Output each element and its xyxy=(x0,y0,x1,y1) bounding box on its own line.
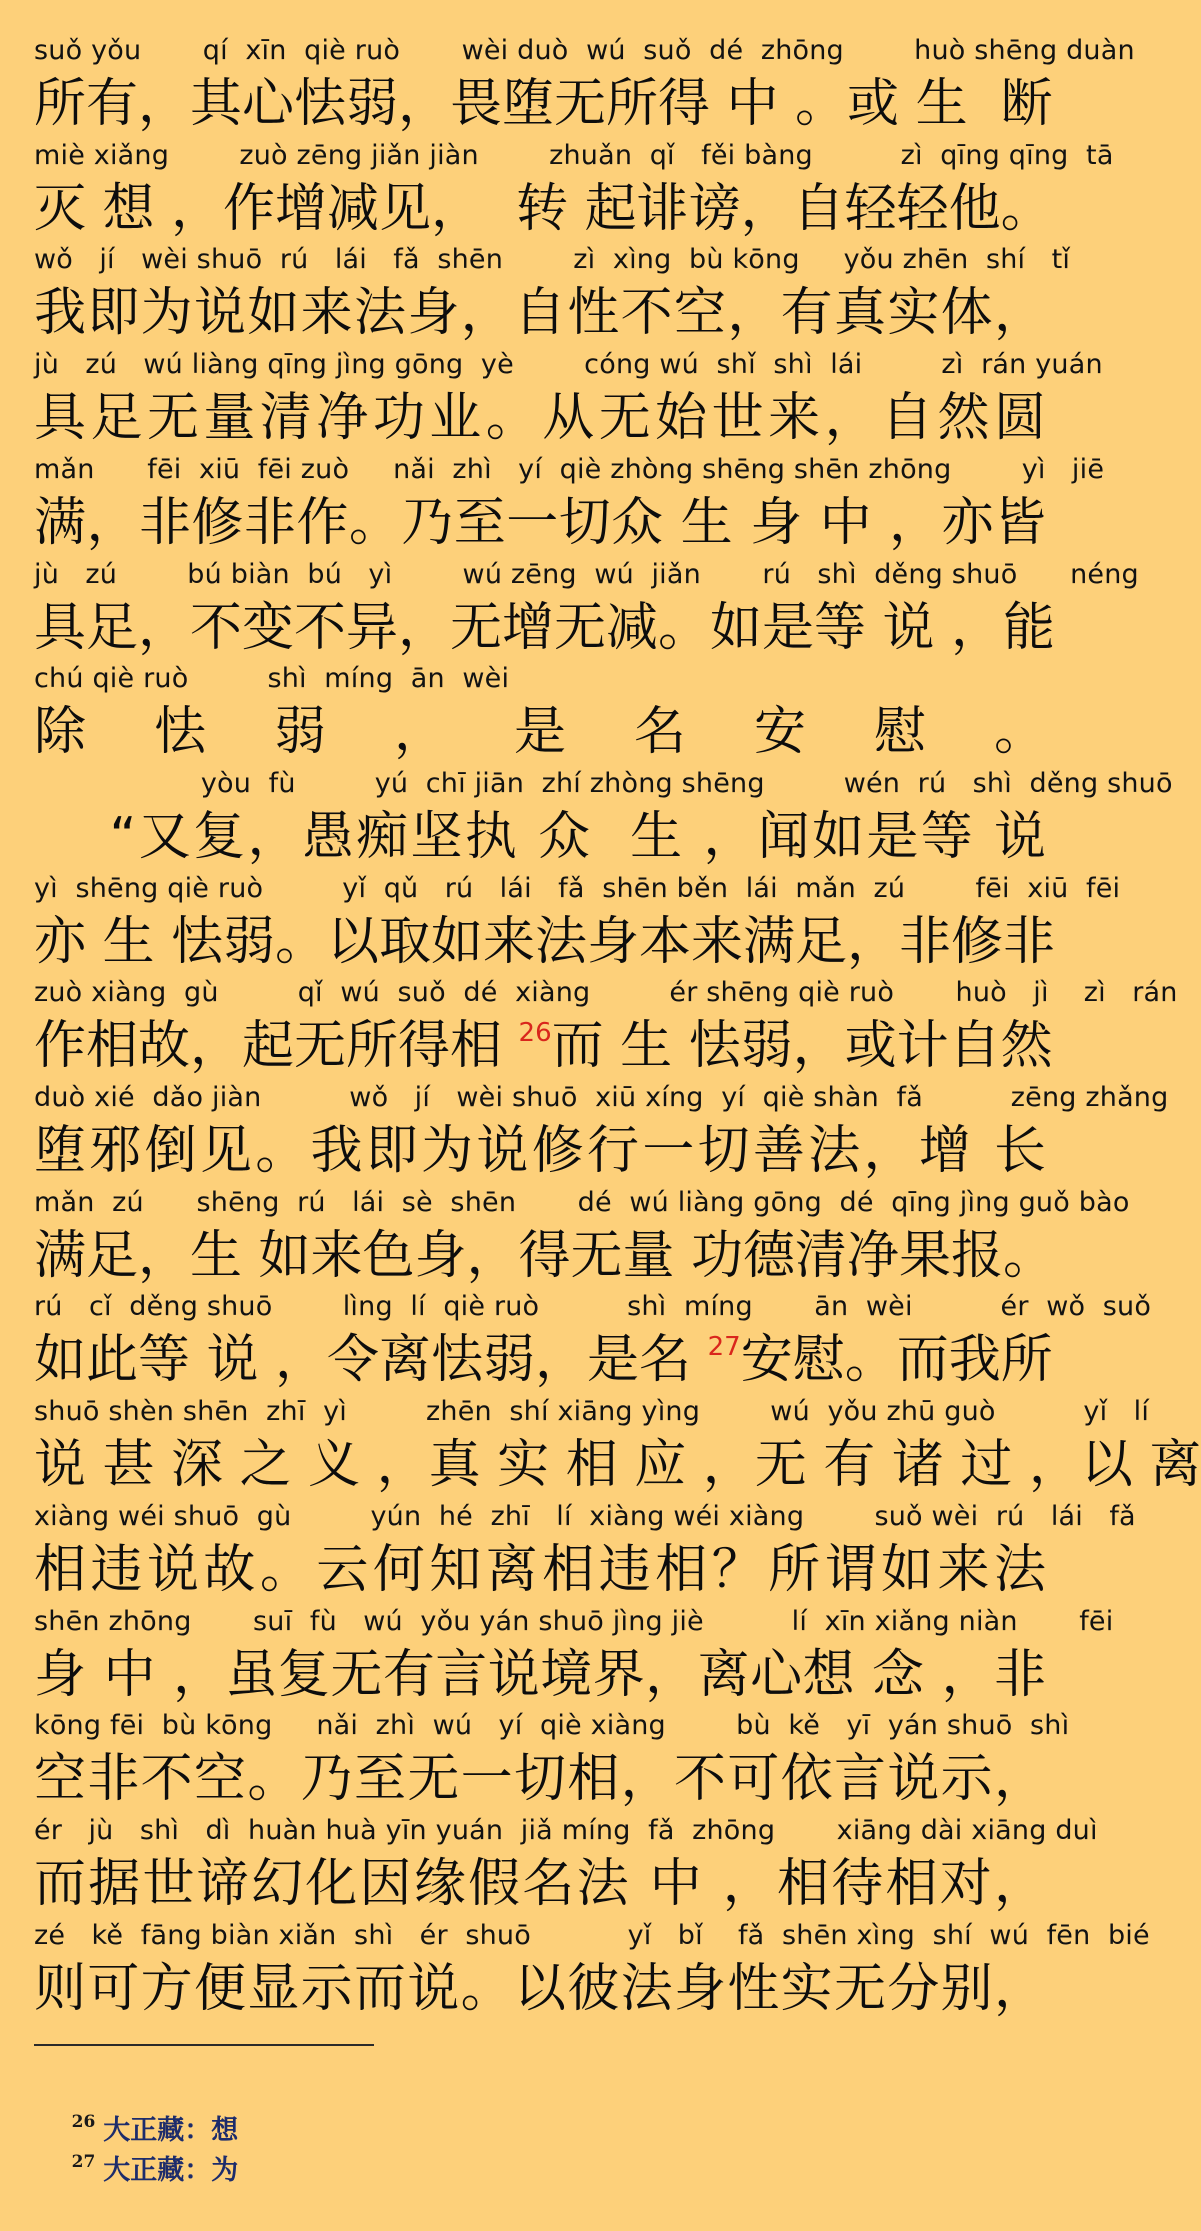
pinyin-annotation: shēn zhōng suī fù wú yǒu yán shuō jìng jiè lí xīn xiǎng niàn fēi xyxy=(34,1605,1114,1637)
footnote-ref-marker[interactable]: 26 xyxy=(518,1018,552,1049)
pinyin-annotation: jù zú wú liàng qīng jìng gōng yè cóng wú shǐ shì lái zì rán yuán xyxy=(34,349,1103,381)
chinese-text: 而据世谛幻化因缘假名法 中 ，相待相对， xyxy=(34,1853,1046,1914)
pinyin-annotation: chú qiè ruò shì míng ān wèi xyxy=(34,663,510,695)
text-line xyxy=(34,1395,1201,1499)
pinyin-annotation: rú cǐ děng shuō lìng lí qiè ruò shì míng ān wèi ér wǒ suǒ xyxy=(34,1291,1152,1323)
pinyin-annotation: mǎn zú shēng rú lái sè shēn dé wú liàng gōng dé qīng jìng guǒ bào xyxy=(34,1186,1130,1218)
chinese-text: 相违说故。云何知离相违相？所谓如来法 xyxy=(34,1539,1046,1600)
pinyin-annotation: xiàng wéi shuō gù yún hé zhī lí xiàng wéi xiàng suǒ wèi rú lái fǎ xyxy=(34,1500,1136,1532)
chinese-text: 具足，不变不异，无增无减。如是等 说 ，能 xyxy=(34,597,1056,658)
footnote-text: 想 xyxy=(211,2115,239,2146)
text-line xyxy=(34,1814,1098,1918)
text-line xyxy=(34,1605,1114,1709)
text-line xyxy=(34,243,1071,347)
text-line xyxy=(34,976,1178,1080)
text-line xyxy=(34,1919,1150,2023)
text-line xyxy=(34,1500,1136,1604)
pinyin-annotation: miè xiǎng zuò zēng jiǎn jiàn zhuǎn qǐ fěi bàng zì qīng qīng tā xyxy=(34,139,1114,171)
chinese-text: 灭 想 ，作增减见， 转 起诽谤，自轻轻他。 xyxy=(34,178,1053,239)
chinese-text: 空非不空。乃至无一切相，不可依言说示， xyxy=(34,1749,1046,1810)
pinyin-annotation: duò xié dǎo jiàn wǒ jí wèi shuō xiū xíng yí qiè shàn fǎ zēng zhǎng xyxy=(34,1082,1169,1113)
text-line xyxy=(34,558,1139,662)
pinyin-annotation: yì shēng qiè ruò yǐ qǔ rú lái fǎ shēn běn lái mǎn zú fēi xiū fēi xyxy=(34,872,1121,904)
pinyin-annotation: jù zú bú biàn bú yì wú zēng wú jiǎn rú shì děng shuō néng xyxy=(34,558,1139,590)
chinese-text: “又复，愚痴坚执 众 生 ，闻如是等 说 xyxy=(34,806,1046,867)
text-line xyxy=(34,1081,1169,1185)
pinyin-annotation: yòu fù yú chī jiān zhí zhòng shēng wén rú shì děng shuō xyxy=(34,767,1173,799)
text-line xyxy=(34,453,1105,557)
footnote-label: 大正藏： xyxy=(103,2115,212,2146)
text-line xyxy=(34,1709,1070,1813)
chinese-text: 身 中 ，虽复无有言说境界，离心想 念 ，非 xyxy=(34,1644,1046,1705)
footnote-number: 27 xyxy=(71,2152,96,2172)
chinese-text: 如此等 说 ，令离怯弱，是名 $^{27}$安慰。而我所 xyxy=(34,1330,1053,1391)
chinese-text: 作相故，起无所得相 $^{26}$而 生 怯弱，或计自然 xyxy=(34,1016,1053,1077)
pinyin-annotation: zé kě fāng biàn xiǎn shì ér shuō yǐ bǐ fǎ shēn xìng shí wú fēn bié xyxy=(34,1919,1150,1951)
pinyin-annotation: kōng fēi bù kōng nǎi zhì wú yí qiè xiàng bù kě yī yán shuō shì xyxy=(34,1710,1070,1742)
footnote-number: 26 xyxy=(71,2112,96,2132)
text-line xyxy=(34,348,1103,452)
pinyin-annotation: zuò xiàng gù qǐ wú suǒ dé xiàng ér shēng qiè ruò huò jì zì rán xyxy=(34,977,1178,1009)
chinese-text: 说 甚 深 之 义 ，真 实 相 应 ，无 有 诸 过 ，以 离 xyxy=(34,1435,1201,1496)
text-line xyxy=(34,34,1135,138)
chinese-text: 具足无量清净功业。从无始世来，自然圆 xyxy=(34,388,1046,449)
footnote-text: 为 xyxy=(211,2155,239,2186)
pinyin-annotation: shuō shèn shēn zhī yì zhēn shí xiāng yìng wú yǒu zhū guò yǐ lí xyxy=(34,1396,1150,1428)
pinyin-annotation: ér jù shì dì huàn huà yīn yuán jiǎ míng fǎ zhōng xiāng dài xiāng duì xyxy=(34,1814,1098,1846)
chinese-text: 堕邪倒见。我即为说修行一切善法，增 长 xyxy=(34,1121,1046,1181)
text-line xyxy=(34,1186,1130,1290)
pinyin-annotation: wǒ jí wèi shuō rú lái fǎ shēn zì xìng bù kōng yǒu zhēn shí tǐ xyxy=(34,244,1071,276)
text-line xyxy=(34,872,1121,976)
pinyin-annotation: mǎn fēi xiū fēi zuò nǎi zhì yí qiè zhòng shēng shēn zhōng yì jiē xyxy=(34,453,1105,485)
footnote-ref-marker[interactable]: 27 xyxy=(707,1332,741,1363)
chinese-text: 除怯弱，是名安慰。 xyxy=(34,702,1046,763)
text-line xyxy=(34,662,1046,766)
footnote-label: 大正藏： xyxy=(103,2155,212,2186)
footnote-26 xyxy=(34,2062,934,2146)
chinese-text: 满足，生 如来色身，得无量 功德清净果报。 xyxy=(34,1225,1056,1286)
text-line xyxy=(34,139,1114,243)
pinyin-annotation: suǒ yǒu qí xīn qiè ruò wèi duò wú suǒ dé zhōng huò shēng duàn xyxy=(34,35,1135,66)
chinese-text: 所有，其心怯弱，畏堕无所得 中 。或 生 断 xyxy=(34,74,1053,134)
chinese-text: 则可方便显示而说。以彼法身性实无分别， xyxy=(34,1958,1046,2019)
text-line xyxy=(34,767,1173,871)
footnote-divider xyxy=(34,2044,374,2046)
footnote-27 xyxy=(34,2102,934,2186)
text-line xyxy=(34,1290,1152,1394)
chinese-text: 亦 生 怯弱。以取如来法身本来满足，非修非 xyxy=(34,911,1056,972)
chinese-text: 满，非修非作。乃至一切众 生 身 中 ，亦皆 xyxy=(34,492,1046,553)
chinese-text: 我即为说如来法身，自性不空，有真实体， xyxy=(34,283,1046,344)
